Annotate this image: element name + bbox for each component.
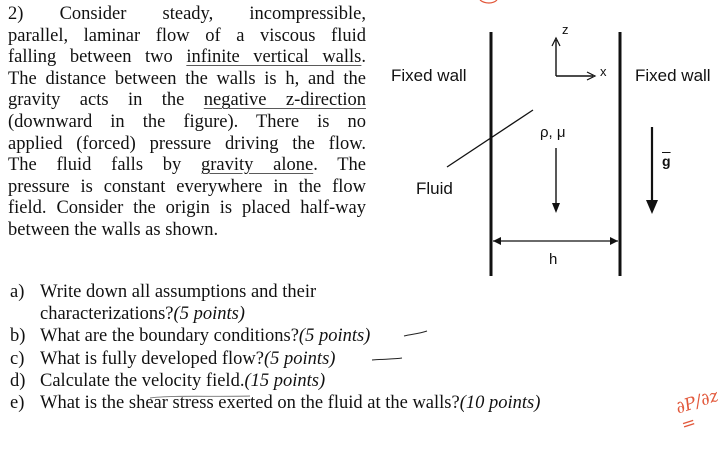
left-wall-label: Fixed wall xyxy=(391,66,467,85)
question-label: a) xyxy=(10,282,25,302)
problem-text: . The xyxy=(313,155,366,176)
problem-text: applied (forced) pressure driving the flow. xyxy=(8,133,366,154)
problem-text: field. Consider the origin is placed half-way xyxy=(8,198,366,219)
question-points: (5 points) xyxy=(298,326,371,347)
question-text: What is fully developed flow? xyxy=(40,348,264,369)
underlined-phrase: negative z-direction xyxy=(203,90,366,111)
question-points: (5 points) xyxy=(173,304,245,325)
margin-arrow-b xyxy=(404,331,427,336)
question-text: What is the shear stress exerted on the fluid at the walls? xyxy=(40,393,460,414)
z-axis-label: z xyxy=(562,22,569,37)
question-text: Calculate the velocity field. xyxy=(40,370,245,391)
problem-text: . xyxy=(361,47,366,68)
gap-arrowhead-left xyxy=(493,237,501,245)
question-label: c) xyxy=(10,348,25,369)
underlined-phrase: infinite vertical walls xyxy=(186,47,362,68)
orange-mark-top xyxy=(480,0,497,3)
x-axis-label: x xyxy=(600,64,607,79)
problem-text: 2) Consider steady, incompressible, xyxy=(8,4,366,24)
fluid-label: Fluid xyxy=(416,179,453,198)
problem-text: The distance between the walls is h, and the xyxy=(8,68,366,89)
flow-arrowhead xyxy=(552,203,560,213)
problem-text: gravity acts in the xyxy=(8,90,204,111)
problem-text: pressure is constant everywhere in the flow xyxy=(8,176,366,197)
margin-note: ∂P/∂z = xyxy=(673,385,722,436)
problem-text: between the walls as shown. xyxy=(8,219,219,240)
gravity-arrowhead xyxy=(646,200,658,214)
question-label: e) xyxy=(10,393,25,414)
right-wall-label: Fixed wall xyxy=(635,66,711,85)
question-text: Write down all assumptions and their xyxy=(40,282,317,302)
underlined-phrase: gravity alone xyxy=(201,155,314,176)
problem-text: falling between two xyxy=(8,47,187,68)
margin-arrow-c xyxy=(372,358,402,360)
question-text: characterizations? xyxy=(40,304,174,325)
problem-text: (downward in the figure). There is no xyxy=(8,111,366,132)
problem-text: parallel, laminar flow of a viscous fluid xyxy=(8,25,366,46)
question-points: (5 points) xyxy=(264,348,336,369)
problem-text: The fluid falls by xyxy=(8,155,201,176)
question-points: (10 points) xyxy=(459,393,541,414)
properties-label: ρ, μ xyxy=(540,124,566,141)
gap-label: h xyxy=(549,251,558,268)
question-label: d) xyxy=(10,370,26,391)
gap-arrowhead-right xyxy=(610,237,618,245)
question-text: What are the boundary conditions? xyxy=(40,326,299,347)
question-points: (15 points) xyxy=(244,370,326,391)
question-label: b) xyxy=(10,326,26,347)
gravity-label: $\overline{g}$ xyxy=(662,153,671,169)
underline-velocity xyxy=(150,396,250,398)
